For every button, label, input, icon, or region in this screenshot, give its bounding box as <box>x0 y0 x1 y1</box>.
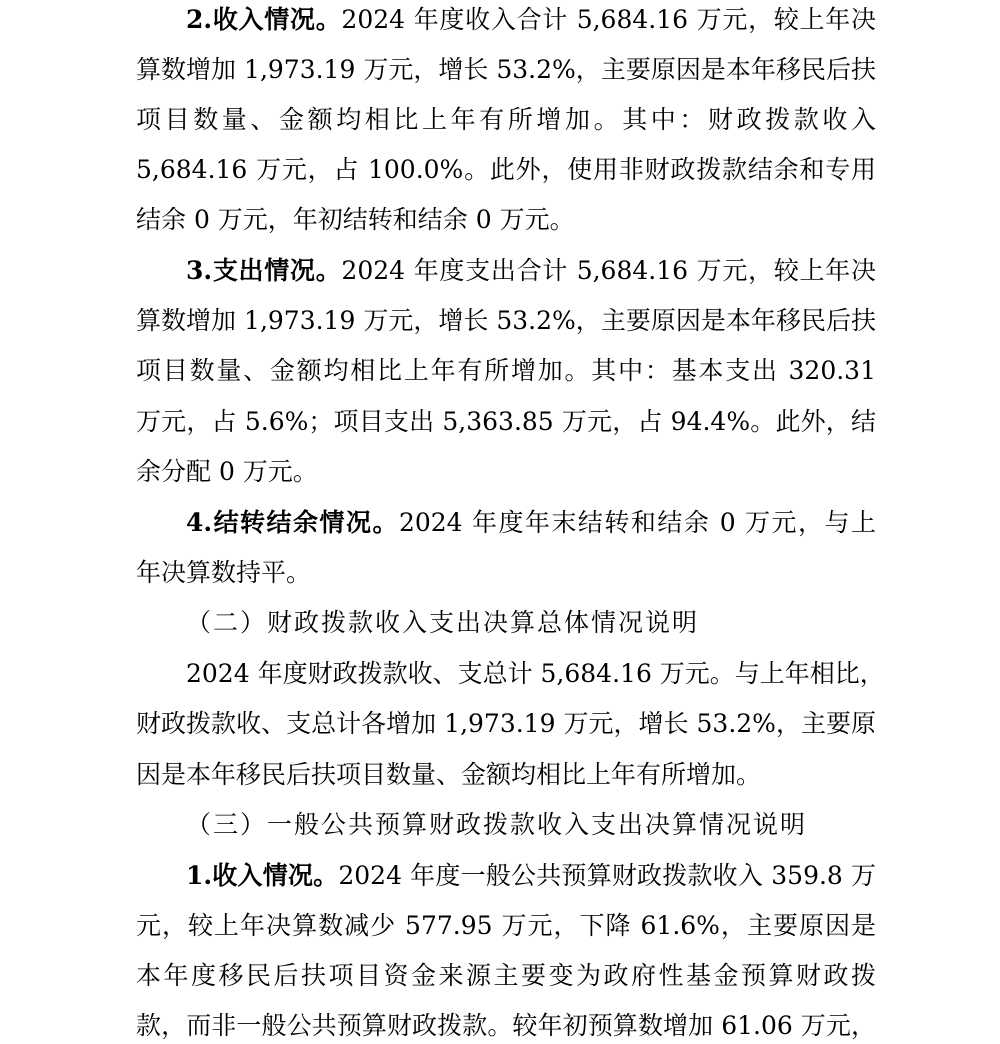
section-heading-income: 2.收入情况。 <box>186 5 342 34</box>
subsection-title: （三）一般公共预算财政拨款收入支出决算情况说明 <box>186 810 808 839</box>
section-heading-expenditure: 3.支出情况。 <box>186 256 342 285</box>
paragraph-line <box>136 404 876 440</box>
paragraph-line <box>136 1008 876 1044</box>
line-text: 万元，占 5.6%；项目支出 5,363.85 万元，占 94.4%。此外，结 <box>136 407 876 436</box>
line-text: 元，较上年决算数减少 577.95 万元，下降 61.6%，主要原因是 <box>136 911 876 940</box>
line-text: 2024 年度支出合计 5,684.16 万元，较上年决 <box>341 256 876 285</box>
line-text: 余分配 0 万元。 <box>136 457 318 486</box>
section-heading-carryover: 4.结转结余情况。 <box>186 508 399 537</box>
paragraph-line <box>136 958 876 994</box>
line-text: 结余 0 万元，年初结转和结余 0 万元。 <box>136 205 575 234</box>
paragraph-line <box>136 202 876 238</box>
line-text: 算数增加 1,973.19 万元，增长 53.2%，主要原因是本年移民后扶 <box>136 55 876 84</box>
paragraph-line <box>136 152 876 188</box>
subsection-title: （二）财政拨款收入支出决算总体情况说明 <box>186 608 700 637</box>
paragraph-line <box>136 353 876 389</box>
subsection-heading <box>186 807 876 843</box>
line-text: 项目数量、金额均相比上年有所增加。其中：基本支出 320.31 <box>136 356 876 385</box>
line-text: 财政拨款收、支总计各增加 1,973.19 万元，增长 53.2%，主要原 <box>136 709 876 738</box>
paragraph-line <box>136 706 876 742</box>
paragraph-line <box>136 555 876 591</box>
paragraph-line <box>136 757 876 793</box>
paragraph-line <box>186 253 876 289</box>
line-text: 2024 年度收入合计 5,684.16 万元，较上年决 <box>341 5 876 34</box>
paragraph-line <box>136 303 876 339</box>
paragraph-line <box>186 505 876 541</box>
paragraph-line <box>136 52 876 88</box>
line-text: 算数增加 1,973.19 万元，增长 53.2%，主要原因是本年移民后扶 <box>136 306 876 335</box>
paragraph-line <box>186 858 876 894</box>
line-text: 5,684.16 万元，占 100.0%。此外，使用非财政拨款结余和专用 <box>136 155 876 184</box>
line-text: 款，而非一般公共预算财政拨款。较年初预算数增加 61.06 万元， <box>136 1011 876 1040</box>
line-text: 项目数量、金额均相比上年有所增加。其中：财政拨款收入 <box>136 105 876 134</box>
line-text: 年决算数持平。 <box>136 558 312 587</box>
subsection-heading <box>186 605 876 641</box>
section-heading-income: 1.收入情况。 <box>186 861 339 890</box>
line-text: 2024 年度一般公共预算财政拨款收入 359.8 万 <box>338 861 876 890</box>
paragraph-line <box>136 102 876 138</box>
paragraph-line <box>186 2 876 38</box>
line-text: 2024 年度财政拨款收、支总计 5,684.16 万元。与上年相比， <box>186 659 885 688</box>
line-text: 本年度移民后扶项目资金来源主要变为政府性基金预算财政拨 <box>136 961 876 990</box>
paragraph-line <box>136 454 876 490</box>
line-text: 2024 年度年末结转和结余 0 万元，与上 <box>398 508 877 537</box>
paragraph-line <box>186 656 885 692</box>
line-text: 因是本年移民后扶项目数量、金额均相比上年有所增加。 <box>136 760 762 789</box>
paragraph-line <box>136 908 876 944</box>
